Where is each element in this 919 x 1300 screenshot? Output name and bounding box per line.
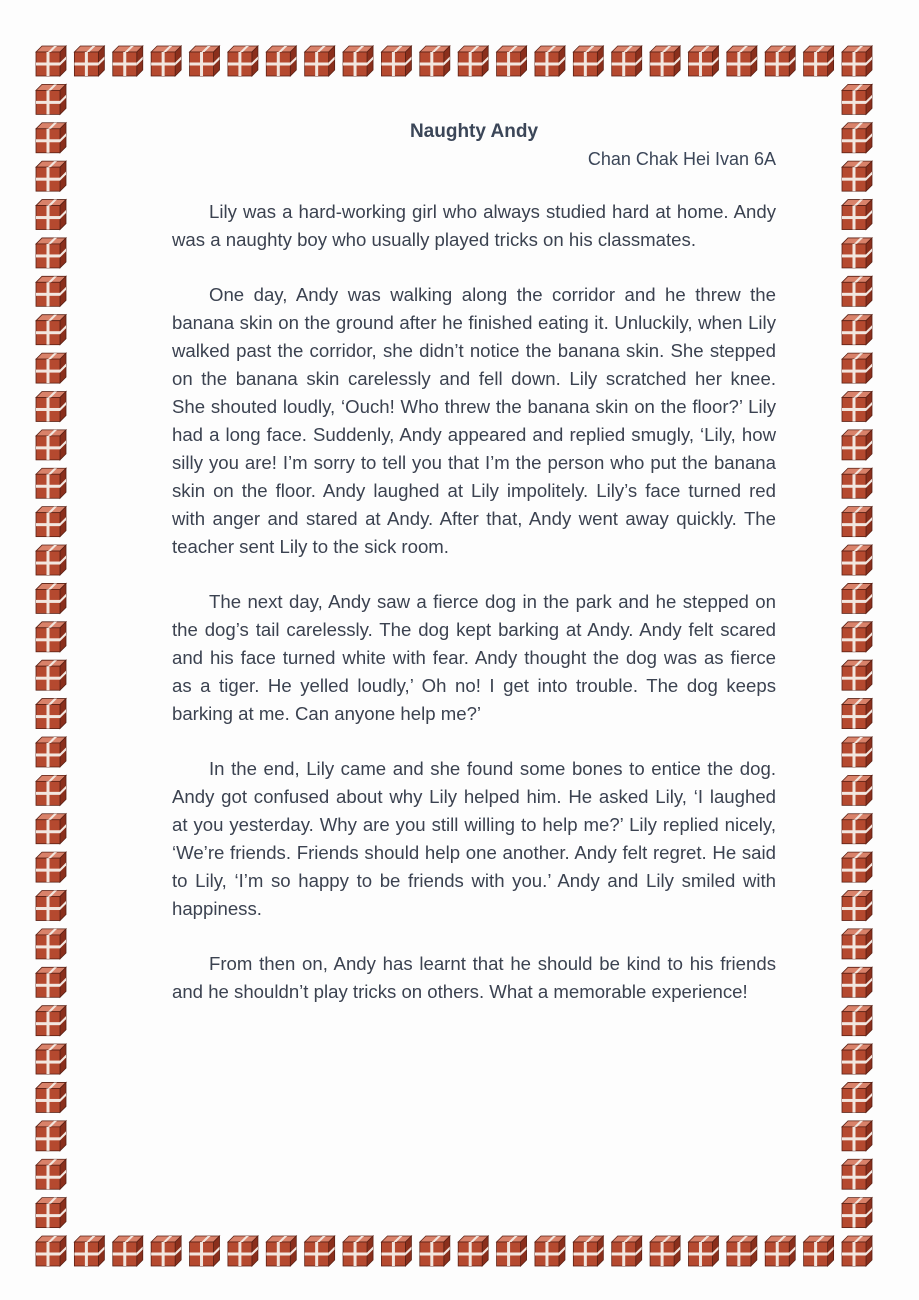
gift-box-icon: [343, 1236, 373, 1266]
paragraph-3: The next day, Andy saw a fierce dog in the park and he stepped on the dog’s tail carelessly. The dog kept barking at Andy. Andy felt scared and his face turned white with fear. Andy thought the dog was as fierce as a tiger. He yelled loudly,’ Oh no! I get into trouble. The dog keeps barking at me. Can anyone help me?’: [172, 591, 776, 724]
gift-box-icon: [36, 852, 66, 882]
gift-box-icon: [804, 46, 834, 76]
gift-box-icon: [535, 46, 565, 76]
gift-box-icon: [842, 737, 872, 767]
gift-box-icon: [36, 353, 66, 383]
gift-box-icon: [36, 775, 66, 805]
gift-box-icon: [535, 1236, 565, 1266]
gift-box-icon: [842, 353, 872, 383]
gift-box-icon: [842, 1121, 872, 1151]
gift-box-icon: [36, 84, 66, 114]
paragraph-5: From then on, Andy has learnt that he should be kind to his friends and he shouldn’t play tricks on others. What a memorable experience!: [172, 953, 776, 1002]
gift-box-icon: [36, 545, 66, 575]
gift-box-icon: [458, 46, 488, 76]
gift-box-icon: [765, 1236, 795, 1266]
gift-box-icon: [842, 507, 872, 537]
gift-box-icon: [842, 967, 872, 997]
gift-box-icon: [36, 1082, 66, 1112]
gift-box-icon: [36, 622, 66, 652]
gift-box-icon: [842, 1006, 872, 1036]
gift-box-icon: [228, 1236, 258, 1266]
gift-box-icon: [842, 468, 872, 498]
gift-box-icon: [842, 238, 872, 268]
gift-box-icon: [842, 1159, 872, 1189]
gift-box-icon: [650, 1236, 680, 1266]
gift-box-icon: [74, 46, 104, 76]
gift-box-icon: [151, 46, 181, 76]
gift-box-icon: [36, 1236, 66, 1266]
gift-box-icon: [765, 46, 795, 76]
gift-box-icon: [343, 46, 373, 76]
gift-box-icon: [842, 200, 872, 230]
gift-box-icon: [36, 507, 66, 537]
gift-box-icon: [36, 737, 66, 767]
gift-box-icon: [727, 46, 757, 76]
gift-box-icon: [842, 622, 872, 652]
gift-box-icon: [842, 891, 872, 921]
gift-box-icon: [842, 391, 872, 421]
gift-box-icon: [36, 391, 66, 421]
gift-box-icon: [74, 1236, 104, 1266]
gift-box-icon: [612, 1236, 642, 1266]
gift-box-icon: [727, 1236, 757, 1266]
essay-title: Naughty Andy: [409, 121, 539, 142]
gift-box-icon: [381, 1236, 411, 1266]
gift-box-icon: [228, 46, 258, 76]
gift-box-icon: [190, 1236, 220, 1266]
gift-box-icon: [36, 1159, 66, 1189]
gift-box-icon: [842, 276, 872, 306]
gift-box-icon: [804, 1236, 834, 1266]
gift-box-icon: [842, 583, 872, 613]
gift-box-icon: [420, 46, 450, 76]
gift-box-icon: [688, 46, 718, 76]
gift-box-icon: [842, 699, 872, 729]
gift-box-icon: [36, 200, 66, 230]
gift-box-icon: [842, 929, 872, 959]
gift-box-icon: [842, 660, 872, 690]
gift-box-icon: [842, 84, 872, 114]
gift-box-icon: [36, 123, 66, 153]
gift-box-icon: [36, 967, 66, 997]
gift-box-icon: [842, 1044, 872, 1074]
gift-box-icon: [842, 430, 872, 460]
gift-box-icon: [36, 1121, 66, 1151]
gift-box-icon: [842, 545, 872, 575]
gift-box-icon: [36, 276, 66, 306]
gift-box-icon: [842, 315, 872, 345]
gift-box-icon: [842, 814, 872, 844]
gift-box-icon: [305, 46, 335, 76]
gift-box-icon: [381, 46, 411, 76]
gift-box-icon: [650, 46, 680, 76]
gift-box-icon: [688, 1236, 718, 1266]
gift-box-icon: [266, 1236, 296, 1266]
gift-box-icon: [36, 583, 66, 613]
paragraph-1: Lily was a hard-working girl who always studied hard at home. Andy was a naughty boy who usually played tricks on his classmates.: [172, 201, 776, 250]
gift-box-icon: [113, 1236, 143, 1266]
paragraph-4: In the end, Lily came and she found some bones to entice the dog. Andy got confused about why Lily helped him. He asked Lily, ‘I laughed at you yesterday. Why are you still willing to help me?’ Lily replied nicely, ‘We’re friends. Friends should help one another. Andy felt regret. He said to Lily, ‘I’m so happy to be friends with you.’ Andy and Lily smiled with happiness.: [172, 758, 776, 919]
gift-box-icon: [497, 46, 527, 76]
gift-box-icon: [36, 814, 66, 844]
gift-box-icon: [842, 46, 872, 76]
author-line: Chan Chak Hei Ivan 6A: [587, 149, 776, 169]
gift-box-icon: [36, 929, 66, 959]
gift-box-icon: [36, 468, 66, 498]
gift-box-icon: [573, 1236, 603, 1266]
gift-box-icon: [573, 46, 603, 76]
gift-box-icon: [36, 46, 66, 76]
gift-box-icon: [842, 123, 872, 153]
gift-box-icon: [36, 238, 66, 268]
gift-box-icon: [36, 1198, 66, 1228]
gift-box-icon: [151, 1236, 181, 1266]
paragraph-2: One day, Andy was walking along the corridor and he threw the banana skin on the ground after he finished eating it. Unluckily, when Lily walked past the corridor, she didn’t notice the banana skin. She stepped on the banana skin carelessly and fell down. Lily scratched her knee. She shouted loudly, ‘Ouch! Who threw the banana skin on the floor?’ Lily had a long face. Suddenly, Andy appeared and replied smugly, ‘Lily, how silly you are! I’m sorry to tell you that I’m the person who put the banana skin on the floor. Andy laughed at Lily impolitely. Lily’s face turned red with anger and stared at Andy. After that, Andy went away quickly. The teacher sent Lily to the sick room.: [172, 284, 776, 557]
gift-box-icon: [842, 1198, 872, 1228]
gift-box-icon: [458, 1236, 488, 1266]
gift-box-icon: [113, 46, 143, 76]
gift-box-icon: [36, 1044, 66, 1074]
gift-box-icon: [36, 891, 66, 921]
gift-box-icon: [842, 775, 872, 805]
gift-box-icon: [36, 699, 66, 729]
gift-box-icon: [36, 660, 66, 690]
gift-box-icon: [842, 852, 872, 882]
gift-box-icon: [305, 1236, 335, 1266]
gift-box-icon: [842, 1082, 872, 1112]
essay-body: [172, 118, 776, 1033]
gift-box-icon: [497, 1236, 527, 1266]
gift-box-icon: [842, 1236, 872, 1266]
gift-box-icon: [190, 46, 220, 76]
gift-box-icon: [612, 46, 642, 76]
gift-box-icon: [36, 315, 66, 345]
gift-box-icon: [36, 1006, 66, 1036]
gift-box-icon: [36, 430, 66, 460]
gift-box-icon: [420, 1236, 450, 1266]
gift-box-icon: [266, 46, 296, 76]
gift-box-icon: [36, 161, 66, 191]
gift-box-icon: [842, 161, 872, 191]
